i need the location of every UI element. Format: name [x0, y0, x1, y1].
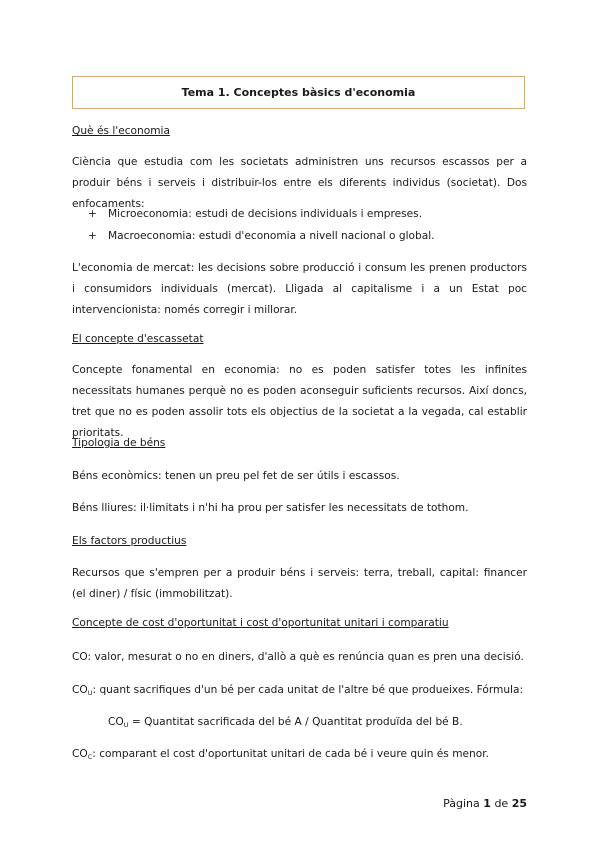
heading-que-es-economia: Què és l'economia	[72, 125, 170, 137]
heading-cost-oportunitat: Concepte de cost d'oportunitat i cost d'oportunitat unitari i comparatiu	[72, 617, 449, 629]
current-page: 1	[483, 797, 491, 810]
subscript-c: C	[87, 753, 93, 761]
cou-text: : quant sacrifiques d'un bé per cada unitat de l'altre bé que produeixes. Fórmula:	[92, 684, 524, 696]
paragraph-cou	[72, 680, 527, 704]
coc-text: : comparant el cost d'oportunitat unitari de cada bé i veure quin és menor.	[92, 748, 489, 760]
paragraph-factors-productius: Recursos que s'empren per a produir béns i serveis: terra, treball, capital: financer (el diner) / físic (immobilitzat).	[72, 567, 527, 600]
bullet-mark: +	[88, 208, 97, 220]
heading-factors-productius: Els factors productius	[72, 535, 187, 547]
paragraph-co: CO: valor, mesurat o no en diners, d'allò a què es renúncia quan es pren una decisió.	[72, 651, 524, 663]
list-item	[88, 230, 518, 242]
formula-text: = Quantitat sacrificada del bé A / Quantitat produïda del bé B.	[131, 716, 463, 728]
paragraph-market-economy: L'economia de mercat: les decisions sobre producció i consum les prenen productors i consumidors individuals (mercat). Lligada al capitalisme i a un Estat poc intervencionista: només corregir i millorar.	[72, 262, 527, 316]
paragraph-bens-economics: Béns econòmics: tenen un preu pel fet de ser útils i escassos.	[72, 470, 400, 482]
page-label: Pàgina	[443, 797, 480, 810]
page-title: Tema 1. Conceptes bàsics d'economia	[181, 86, 416, 99]
subscript-u: U	[123, 721, 129, 729]
formula-line	[108, 712, 463, 736]
page-number	[443, 797, 527, 810]
paragraph-coc	[72, 744, 527, 768]
list-item-text: Macroeconomia: estudi d'economia a nivell nacional o global.	[108, 230, 435, 242]
co-label: CO	[108, 716, 124, 728]
total-pages: 25	[511, 797, 527, 810]
co-label: CO	[72, 684, 88, 696]
heading-escassetat: El concepte d'escassetat	[72, 333, 204, 345]
list-item	[88, 208, 518, 220]
title-box	[72, 76, 525, 109]
paragraph-bens-lliures: Béns lliures: il·limitats i n'hi ha prou per satisfer les necessitats de tothom.	[72, 502, 469, 514]
page-of: de	[494, 797, 509, 810]
bullet-mark: +	[88, 230, 97, 242]
list-item-text: Microeconomia: estudi de decisions individuals i empreses.	[108, 208, 423, 220]
paragraph-escassetat: Concepte fonamental en economia: no es poden satisfer totes les infinites necessitats humanes perquè no es poden aconseguir suficients recursos. Així doncs, tret que no es poden assolir tots els objectius de la societat a la vegada, cal establir prioritats.	[72, 364, 527, 439]
paragraph-definition: Ciència que estudia com les societats administren uns recursos escassos per a produir béns i serveis i distribuir-los entre els diferents individus (societat). Dos enfocaments:	[72, 156, 527, 210]
heading-tipologia-bens: Tipologia de béns	[72, 437, 166, 449]
subscript-u: U	[87, 689, 93, 697]
co-label: CO	[72, 748, 88, 760]
